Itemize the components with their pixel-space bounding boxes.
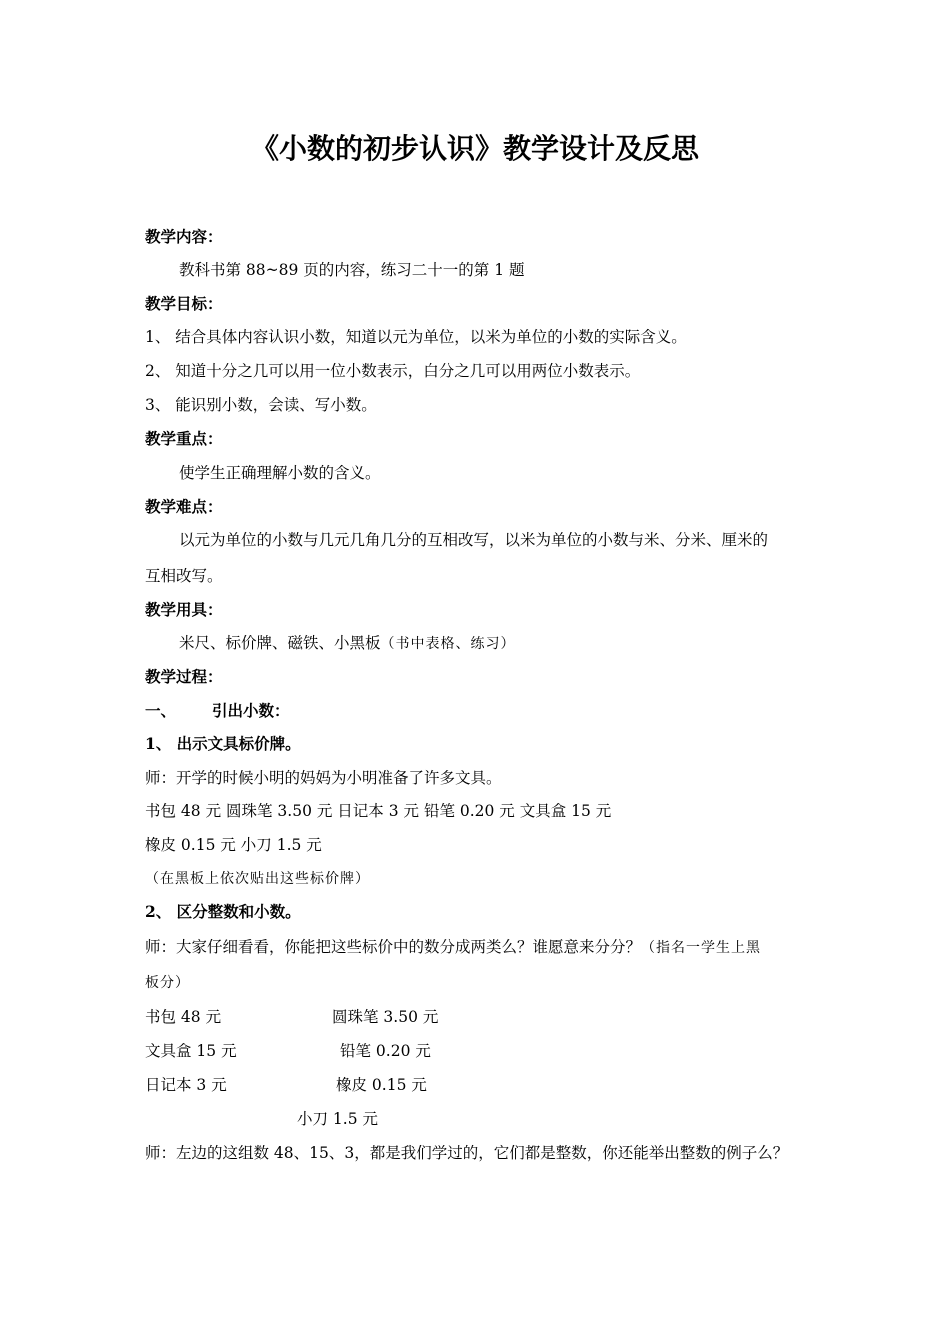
content-text: 教科书第 88~89 页的内容，练习二十一的第 1 题	[179, 261, 525, 279]
key-text: 使学生正确理解小数的含义。	[179, 464, 381, 482]
difficulty-heading: 教学难点：	[145, 497, 223, 516]
teacher-line-2-text: 师：大家仔细看看，你能把这些标价中的数分成两类么？谁愿意来分分？	[145, 938, 642, 956]
teacher-line-1: 师：开学的时候小明的妈妈为小明准备了许多文具。	[145, 769, 502, 787]
goal-item-1: 1、 结合具体内容认识小数，知道以元为单位，以米为单位的小数的实际含义。	[145, 328, 687, 346]
section-1-title: 引出小数：	[212, 701, 290, 720]
difficulty-text-line2: 互相改写。	[145, 567, 223, 585]
board-note: （在黑板上依次贴出这些标价牌）	[145, 871, 370, 887]
tools-list: 米尺、标价牌、磁铁、小黑板	[179, 634, 381, 652]
integer-item-3: 日记本 3 元	[145, 1076, 227, 1094]
integer-item-1: 书包 48 元	[145, 1008, 222, 1026]
decimal-item-2: 铅笔 0.20 元	[340, 1042, 431, 1060]
difficulty-text-line1: 以元为单位的小数与几元几角几分的互相改写，以米为单位的小数与米、分米、厘米的	[179, 531, 769, 549]
goals-heading: 教学目标：	[145, 294, 223, 313]
teacher-line-2-note-cont: 板分）	[145, 975, 190, 991]
step-2: 2、 区分整数和小数。	[145, 902, 301, 921]
teacher-line-2-note: （指名一学生上黑	[641, 940, 762, 956]
teacher-line-2	[145, 935, 761, 960]
tools-heading: 教学用具：	[145, 600, 223, 619]
prices-line-2: 橡皮 0.15 元 小刀 1.5 元	[145, 836, 322, 854]
section-1-number: 一、	[145, 701, 177, 720]
goal-item-3: 3、 能识别小数，会读、写小数。	[145, 396, 377, 414]
tools-text	[179, 631, 516, 656]
document-title: 《小数的初步认识》教学设计及反思	[250, 132, 699, 165]
process-heading: 教学过程：	[145, 667, 223, 686]
prices-line-1: 书包 48 元 圆珠笔 3.50 元 日记本 3 元 铅笔 0.20 元 文具盒 15 元	[145, 802, 612, 820]
step-1: 1、 出示文具标价牌。	[145, 734, 301, 753]
decimal-item-1: 圆珠笔 3.50 元	[332, 1008, 439, 1026]
key-heading: 教学重点：	[145, 429, 223, 448]
integer-item-2: 文具盒 15 元	[145, 1042, 237, 1060]
decimal-item-4: 小刀 1.5 元	[297, 1110, 379, 1128]
goal-item-2: 2、 知道十分之几可以用一位小数表示，白分之几可以用两位小数表示。	[145, 362, 641, 380]
teacher-line-3: 师：左边的这组数 48、15、3，都是我们学过的，它们都是整数，你还能举出整数的例子么？	[145, 1144, 789, 1162]
tools-note: （书中表格、练习）	[380, 636, 516, 652]
content-heading: 教学内容：	[145, 227, 223, 246]
decimal-item-3: 橡皮 0.15 元	[336, 1076, 427, 1094]
